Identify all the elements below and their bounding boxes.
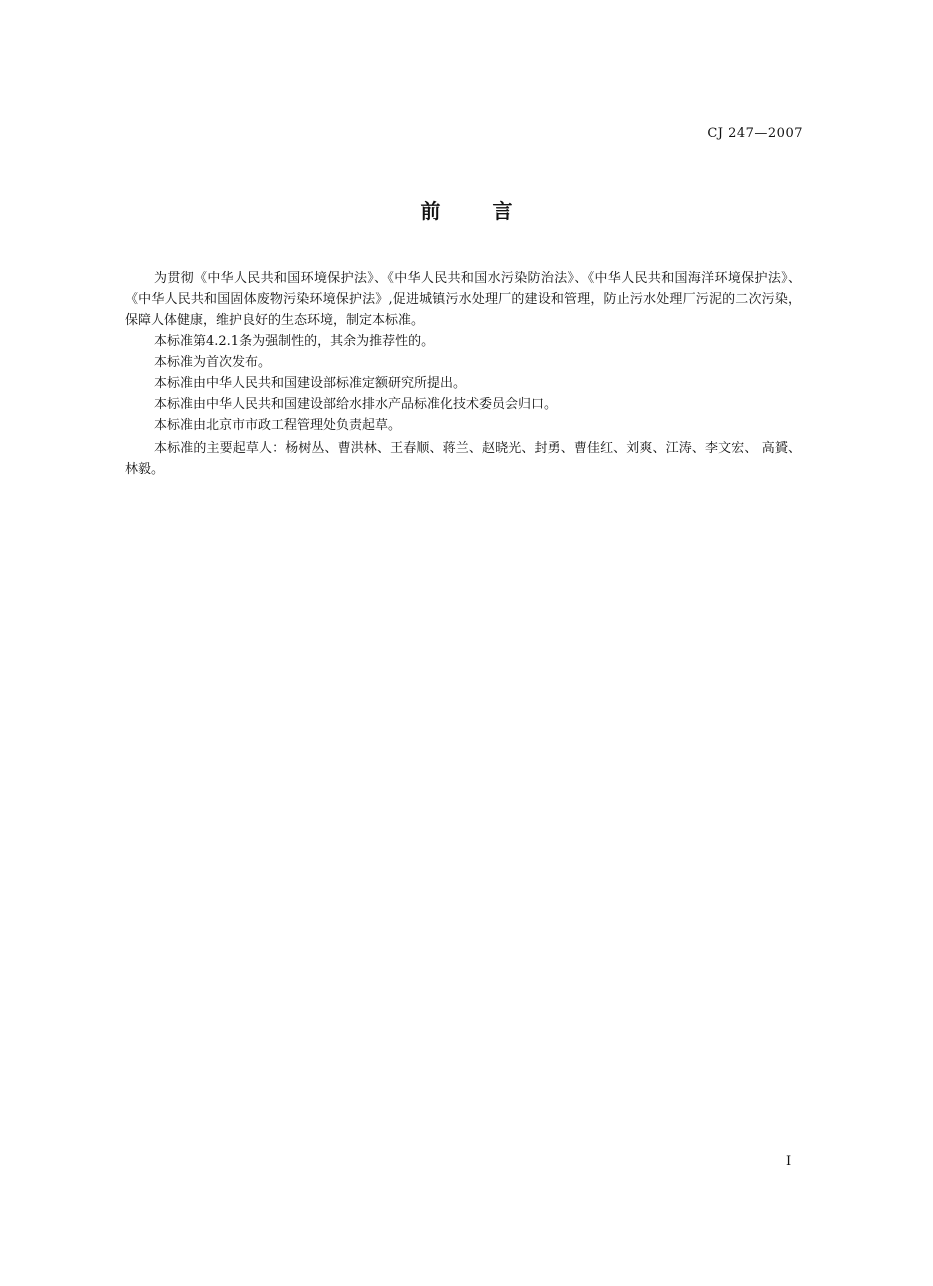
foreword-paragraph-responsible-committee: 本标准由中华人民共和国建设部给水排水产品标准化技术委员会归口。 (154, 397, 558, 412)
foreword-paragraph-drafting-unit: 本标准由北京市市政工程管理处负责起草。 (154, 418, 402, 433)
page-title: 前言 (420, 199, 565, 223)
foreword-body (125, 268, 801, 480)
foreword-paragraph-first-release: 本标准为首次发布。 (154, 355, 272, 370)
foreword-paragraph-proposer: 本标准由中华人民共和国建设部标准定额研究所提出。 (154, 376, 467, 391)
page-number: I (786, 1154, 792, 1169)
foreword-paragraph-mandatory-clause: 本标准第4.2.1条为强制性的，其余为推荐性的。 (154, 334, 435, 349)
foreword-paragraph-purpose: 为贯彻《中华人民共和国环境保护法》、《中华人民共和国水污染防治法》、《中华人民共和国海洋环境保护法》、《中华人民共和国固体废物污染环境保护法》,促进城镇污水处理厂的建设和管理，防止污水处理厂污泥的二次污染，保障人体健康，维护良好的生态环境，制定本标准。 (125, 271, 801, 328)
foreword-paragraph-drafters: 本标准的主要起草人：杨树丛、曹洪林、王春顺、蒋兰、赵晓光、封勇、曹佳红、刘爽、江涛、李文宏、 高贇、林毅。 (125, 441, 801, 477)
standard-code: CJ 247—2007 (707, 126, 803, 141)
